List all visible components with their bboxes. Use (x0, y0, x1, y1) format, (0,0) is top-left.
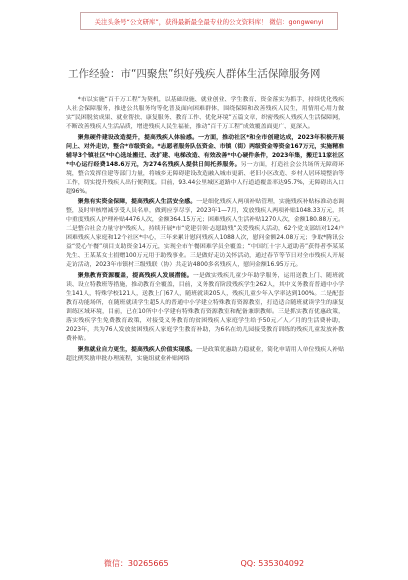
paragraph-text: 另一方面，打造社会公共场所无障碍环境，整合发挥住建等部门力量，将城乡无障碍建设改造融入城市更新、老旧小区改造、乡村人居环境整治等工作，切实提升残疾人出行便利度。目前，93.44公里城区道路中人行道道覆盖率达95.7%，无障碍出入口超96%。 (66, 161, 344, 195)
paragraph-text: 一是细化残疾人两项补贴管理，实施残疾补贴标准动态调整，及时审核增减享受人员名单，做到应享尽享，2023年1—7月，发放残疾人两项补贴1048.33万元，其中重度残疾人护理补贴4476人次，金额364.15万元；困难残疾人生活补贴1270人次，金额180.88万元。二是整合社会力量守护残疾人，持续开展*市“党建引领·志愿助残”关爱残疾人活动，62个党支部结对124户困难残疾人家庭和12个社区*中心，三年来累计慰问残疾人1088人次，慰问金额24.08万元；争取*腾讯公益“爱心午餐”项目支助资金14万元，实现全市午餐困难学员全覆盖；“中国红十字人道助善”获得者李某某先生、王某某女士捐赠100万元用于助残事业。三是做好走访关怀活动，通过春节等节日对全市残疾人开展走访活动，2023年市镇村三级残联（协）共走访4800多名残疾人，慰问金额16.95万元。 (66, 199, 344, 269)
paragraph-lead: 聚焦有实资金保障，提高残疾人生活安全感。 (77, 199, 197, 206)
paragraph-intro (66, 96, 344, 132)
page-title: 工作经验：市“四聚焦”织好残疾人群体生活保障服务网 (68, 68, 321, 80)
paragraph-lead: 聚焦硬件建设改造提升，提高残疾人体验感。一方面，推动社区*和全市创建达成，2023年积极开展问上、对外走访，整合*市级资金。*志愿者服务队伍资金、市镇（街）两级资金等资金167万元，实施精准辅导3个镇社区*中心选址搬迁、改扩建、电梯改造、有效改善*中心硬件条件，2023年集，搬迁11家社区*中心运行经费148.6万元，为274名残疾人提供日间托养服务。 (66, 134, 344, 168)
contact-footer (68, 555, 340, 571)
article-body (66, 96, 344, 544)
paragraph-text: *市以实施“百千万工程”为契机，以基础设施、就业创业、学生教育、资金落实为抓手，持续优化残疾人社会保障服务，推进公共服务均等化普及面向困难群体，围绕保障和改善残疾人民生，用情用心用力做实“民困脱贫成果、就业帮扶、康复服务、教育工作、优化环境”五篇文章，织密残疾人残疾人生活保障网，不断改善残疾人生活品质，增进残疾人民生福祉，推动“百千万工程”成效覆盖面更广、更深入。 (66, 97, 344, 130)
paragraph-text: 一是政策优惠助力稳就业，简化申请用人单位残疾人补贴超比例奖励审批办理流程，实施组就业补贴网络 (66, 346, 344, 362)
footer-wechat: 微信：30265665 (103, 558, 169, 568)
paragraph-employment (66, 346, 344, 364)
paragraph-education (66, 272, 344, 344)
paragraph-lead: 聚焦就业自力更生，提高残疾人价值实现感。 (77, 346, 197, 353)
banner-text: 关注头条号“公文研库”，获得最新最全最专业的公文资料库！ 微信：gongwenyi (94, 17, 324, 26)
paragraph-funds (66, 198, 344, 270)
paragraph-hardware (66, 134, 344, 197)
top-banner (80, 12, 338, 30)
paragraph-text: 一是做实残疾儿童少年助学服务，运用送教上门、随班就读、设立特教班等措施，推动教育全覆盖，目前，义务教育阶段残疾学生262人，其中义务教育普通中小学生141人，特殊学校121人，送教上门67人，随班就读205人，残疾儿童少年入学率达到100%。二是配套教育功能场所，在随班就读学生超5人的普通中小学建立特殊教育资源教室，打造适合随班就读学生的康复训练区域环境，目前，已在10所中小学建有特殊教育资源教室和配备兼职教师。三是抓实教育优惠政策，落实残疾学生免费教育政策，对接受义务教育的贫困残疾人家庭学生给予50元／人／月的生活费补助，2023年，共为76人发放贫困残疾人家庭学生教育补助，为6名在幼儿园接受教育训练的残疾儿童发放补教费补贴。 (66, 273, 344, 342)
footer-qq: QQ: 535304092 (240, 558, 305, 568)
paragraph-lead: 聚焦教育资源覆盖，提高残疾人发展潜能。 (77, 273, 193, 280)
